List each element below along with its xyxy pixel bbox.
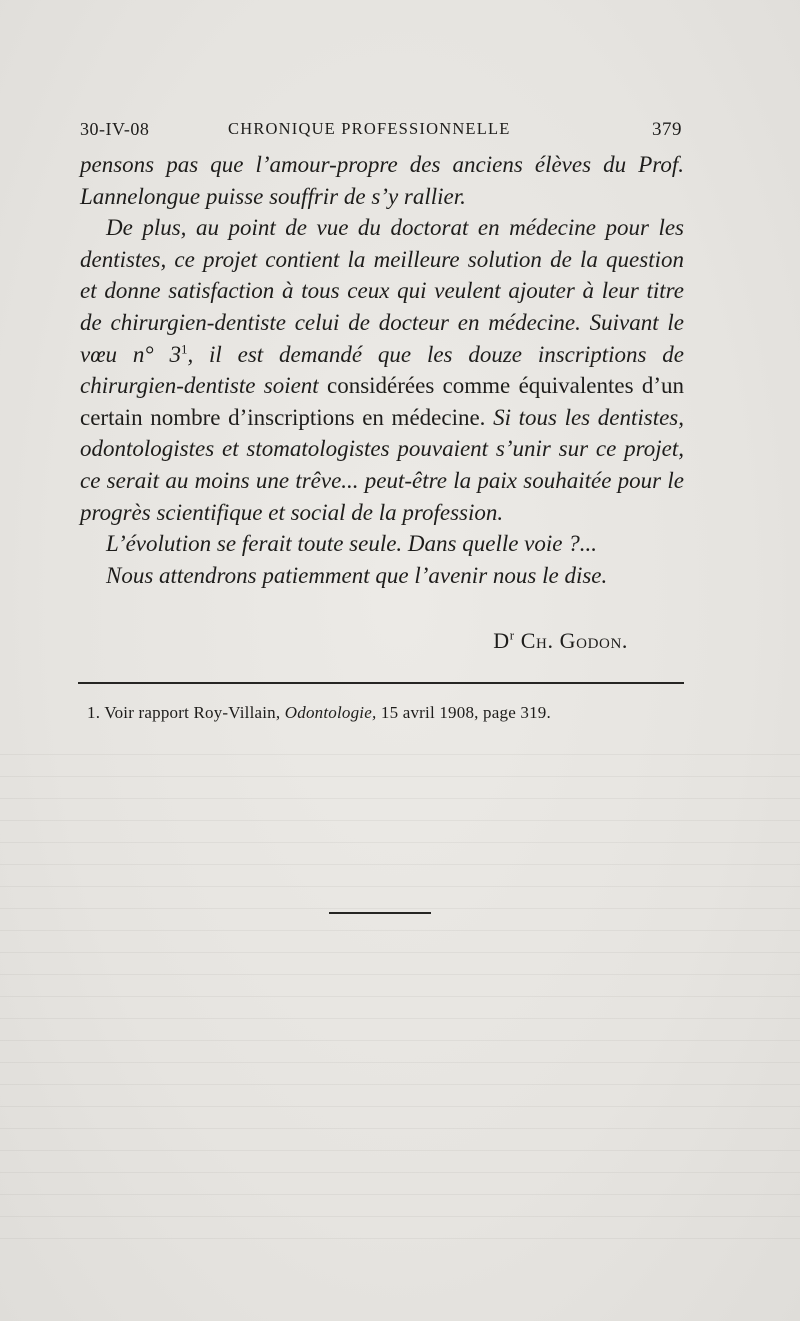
signature-title: D [493,628,510,653]
p2-italic-a: De plus, au point de vue du doctorat en médecine pour les dentistes, ce projet contient la meilleure solution de la question et donne satisfaction à tous ceux qui veulent ajouter à leur titre de chirurgien-dentiste celui de docteur en médecine. Suivant le vœu n° [80,215,684,367]
paragraph-4: Nous attendrons patiemment que l’avenir nous le dise. [106,562,608,588]
footnote-divider [78,682,684,684]
signature-title-sup: r [509,627,515,643]
footnote [87,703,687,723]
article-body [80,149,684,591]
show-through-texture [0,740,800,1260]
vow-number: 3 [169,341,181,367]
p2-roman: considérées comme équivalentes d’un certain nombre d’inscriptions en médecine. [80,373,684,430]
paragraph-3: L’évolution se ferait toute seule. Dans quelle voie ?... [106,531,597,557]
footnote-ref[interactable]: 1 [180,340,188,356]
footnote-text-b: 15 avril 1908, page 319. [380,703,551,722]
p2-italic-c: Si tous les dentistes, odontologistes et stomatologistes pouvaient s’unir sur ce projet, ce serait au moins une trêve... peut-être la paix souhaitée pour le progrès scientifique et social de la profession. [80,404,684,525]
end-of-article-rule [329,912,431,914]
paragraph-1 [80,149,684,212]
p1-line-1: pensons pas que l’amour-propre des anciens élèves du [80,152,627,177]
footnote-number: 1. [87,703,101,722]
section-title: CHRONIQUE PROFESSIONNELLE [228,119,511,138]
footnote-journal: Odontologie, [284,703,377,722]
paragraph-2 [80,212,684,528]
p1-line-2: Prof. Lannelongue puisse souffrir de s’y rallier. [80,152,684,209]
issue-date: 30-IV-08 [80,119,150,139]
signature-name: Ch. Godon. [520,628,628,653]
p2-italic-b: , il est demandé que les douze inscriptions de chirurgien-dentiste soient [80,341,685,399]
footnote-text-a: Voir rapport Roy-Villain, [104,703,281,722]
running-head [80,119,682,145]
page-number: 379 [652,119,682,140]
author-signature [493,628,628,654]
